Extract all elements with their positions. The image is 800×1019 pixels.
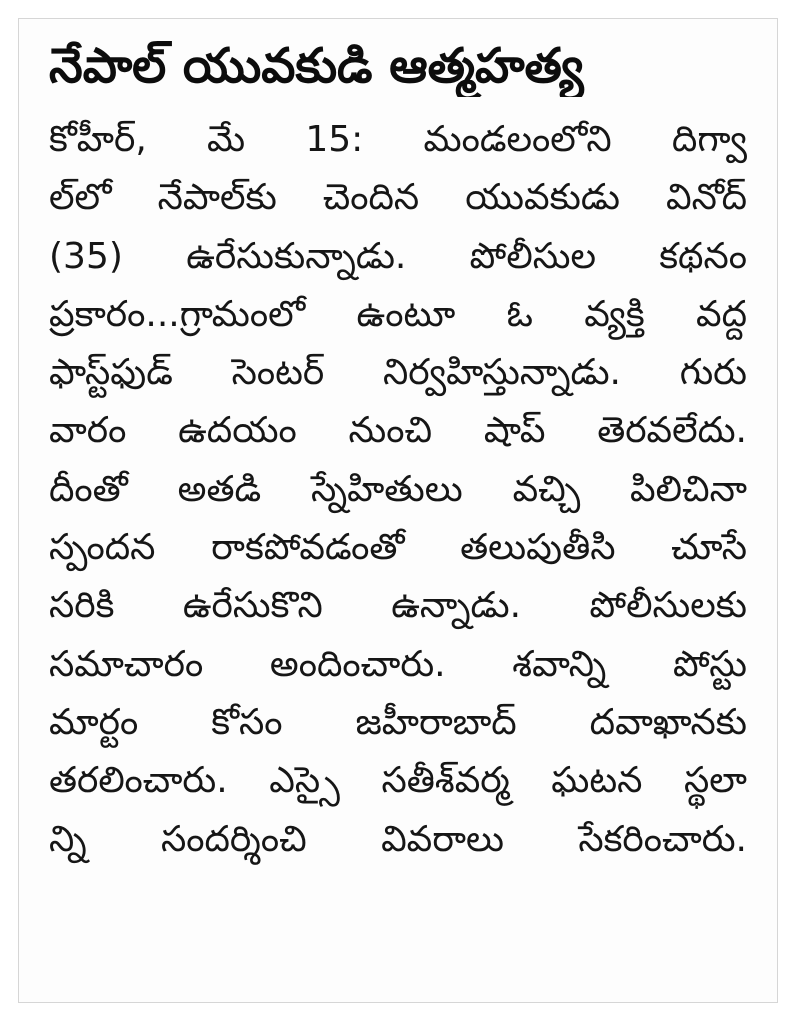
article-line: దీంతో అతడి స్నేహితులు వచ్చి పిలిచినా xyxy=(49,468,747,510)
article-line: వారం ఉదయం నుంచి షాప్ తెరవలేదు. xyxy=(49,410,747,452)
article-line: సమాచారం అందించారు. శవాన్ని పోస్టు xyxy=(49,643,747,685)
newspaper-clipping xyxy=(18,18,778,1003)
article-line: ప్రకారం...గ్రామంలో ఉంటూ ఓ వ్యక్తి వద్ద xyxy=(49,293,747,335)
article-body xyxy=(49,111,747,869)
article-line: స్పందన రాకపోవడంతో తలుపుతీసి చూసే xyxy=(49,527,747,569)
article-line: (35) ఉరేసుకున్నాడు. పోలీసుల కథనం xyxy=(49,235,747,277)
article-line: ఫాస్ట్‌ఫుడ్ సెంటర్ నిర్వహిస్తున్నాడు. గురు xyxy=(49,352,747,394)
article-line: ల్‌లో నేపాల్‌కు చెందిన యువకుడు వినోద్ xyxy=(49,177,747,219)
article-line: తరలించారు. ఎస్సై సతీశ్‌వర్మ ఘటన స్థలా xyxy=(49,760,747,802)
article-line: కోహీర్, మే 15: మండలంలోని దిగ్వా xyxy=(49,119,747,160)
article-line: న్ని సందర్శించి వివరాలు సేకరించారు. xyxy=(49,818,747,860)
article-headline: నేపాల్ యువకుడి ఆత్మహత్య xyxy=(49,38,584,94)
article-line: సరికి ఉరేసుకొని ఉన్నాడు. పోలీసులకు xyxy=(49,585,747,627)
article-line: మార్టం కోసం జహీరాబాద్ దవాఖానకు xyxy=(49,701,747,743)
